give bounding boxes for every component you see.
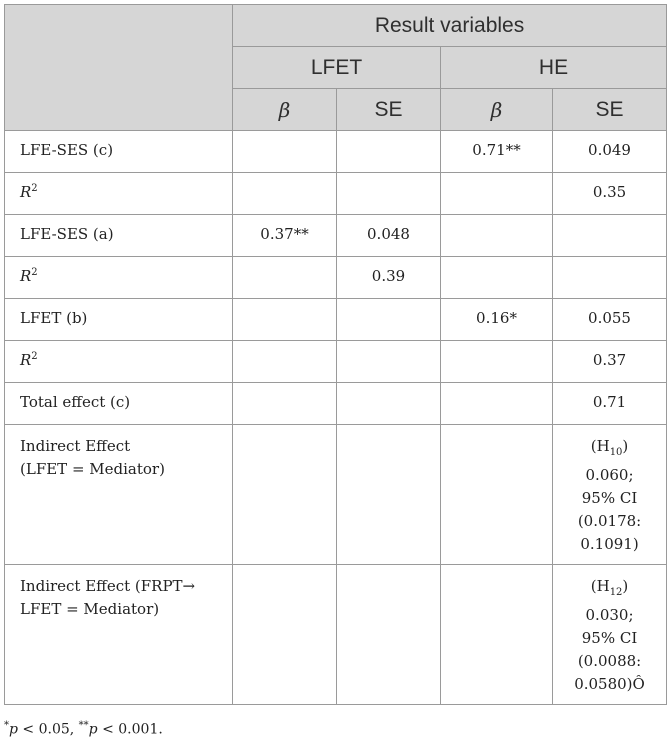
lfet-beta-cell bbox=[233, 341, 337, 383]
table-footnote: *p < 0.05, **p < 0.001. bbox=[4, 720, 163, 738]
table-row-indirect-effect-2 bbox=[5, 565, 667, 705]
lfet-se-cell bbox=[337, 131, 441, 173]
lfet-se-cell: 0.39 bbox=[337, 257, 441, 299]
lfet-se-cell bbox=[337, 173, 441, 215]
he-beta-cell bbox=[441, 257, 553, 299]
indirect-effect-2-value: $(H_{12})$ 0.030; 95% CI (0.0088: 0.0580)Ô bbox=[553, 565, 667, 705]
he-beta-cell: 0.71** bbox=[441, 131, 553, 173]
lfet-se-cell bbox=[337, 425, 441, 565]
indirect-effect-1-label: Indirect Effect (LFET = Mediator) bbox=[5, 425, 233, 565]
table-row-indirect-effect-1 bbox=[5, 425, 667, 565]
lfet-se-cell bbox=[337, 565, 441, 705]
header-lfet-beta: β bbox=[233, 89, 337, 131]
lfet-beta-cell bbox=[233, 257, 337, 299]
row-label-r2: $R^2$ bbox=[5, 173, 233, 215]
row-label: LFE-SES (a) bbox=[5, 215, 233, 257]
he-beta-cell: 0.16* bbox=[441, 299, 553, 341]
lfet-beta-cell bbox=[233, 383, 337, 425]
row-label-r2: $R^2$ bbox=[5, 257, 233, 299]
lfet-beta-cell: 0.37** bbox=[233, 215, 337, 257]
he-beta-cell bbox=[441, 565, 553, 705]
he-beta-cell bbox=[441, 215, 553, 257]
lfet-beta-cell bbox=[233, 565, 337, 705]
table-row bbox=[5, 131, 667, 173]
table-row bbox=[5, 299, 667, 341]
lfet-beta-cell bbox=[233, 299, 337, 341]
indirect-effect-2-label: Indirect Effect (FRPT→ LFET = Mediator) bbox=[5, 565, 233, 705]
lfet-beta-cell bbox=[233, 173, 337, 215]
header-lfet: LFET bbox=[233, 47, 441, 89]
lfet-se-cell bbox=[337, 299, 441, 341]
lfet-se-cell bbox=[337, 383, 441, 425]
header-lfet-se: SE bbox=[337, 89, 441, 131]
he-se-cell bbox=[553, 215, 667, 257]
header-he-se: SE bbox=[553, 89, 667, 131]
lfet-se-cell: 0.048 bbox=[337, 215, 441, 257]
he-se-cell: 0.71 bbox=[553, 383, 667, 425]
table-row bbox=[5, 215, 667, 257]
he-se-cell: 0.049 bbox=[553, 131, 667, 173]
he-beta-cell bbox=[441, 383, 553, 425]
table-row bbox=[5, 257, 667, 299]
header-result-variables: Result variables bbox=[233, 5, 667, 47]
lfet-se-cell bbox=[337, 341, 441, 383]
header-he-beta: β bbox=[441, 89, 553, 131]
table-row bbox=[5, 383, 667, 425]
table-row bbox=[5, 341, 667, 383]
row-label: Total effect (c) bbox=[5, 383, 233, 425]
header-blank-cell bbox=[5, 5, 233, 131]
he-se-cell bbox=[553, 257, 667, 299]
he-beta-cell bbox=[441, 425, 553, 565]
he-beta-cell bbox=[441, 341, 553, 383]
indirect-effect-1-value: $(H_{10})$ 0.060; 95% CI (0.0178: 0.1091) bbox=[553, 425, 667, 565]
header-he: HE bbox=[441, 47, 667, 89]
row-label: LFE-SES (c) bbox=[5, 131, 233, 173]
results-table bbox=[4, 4, 667, 705]
lfet-beta-cell bbox=[233, 131, 337, 173]
he-se-cell: 0.35 bbox=[553, 173, 667, 215]
he-se-cell: 0.055 bbox=[553, 299, 667, 341]
row-label: LFET (b) bbox=[5, 299, 233, 341]
row-label-r2: $R^2$ bbox=[5, 341, 233, 383]
table-row bbox=[5, 173, 667, 215]
he-se-cell: 0.37 bbox=[553, 341, 667, 383]
lfet-beta-cell bbox=[233, 425, 337, 565]
he-beta-cell bbox=[441, 173, 553, 215]
